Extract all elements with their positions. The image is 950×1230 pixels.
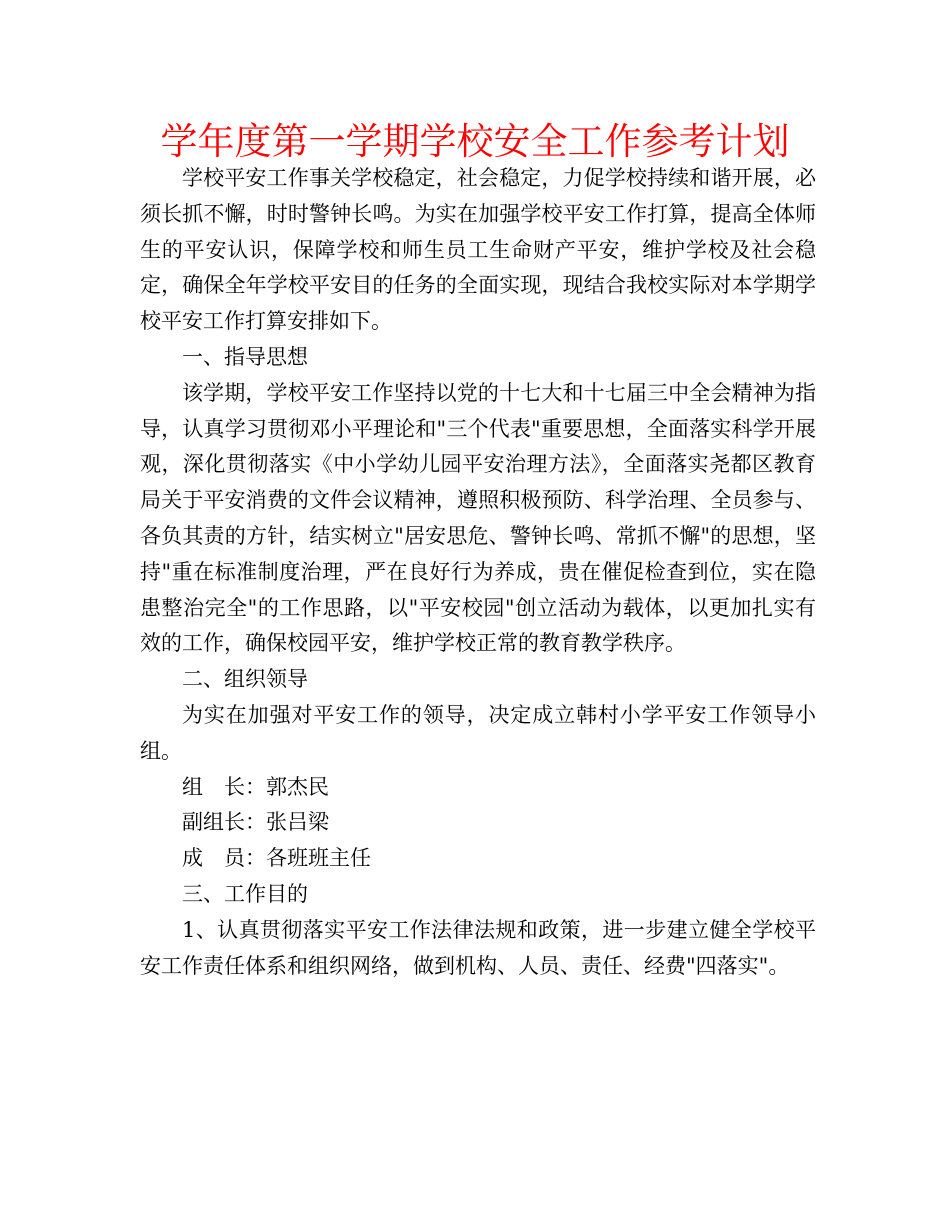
objective-item-1: 1、认真贯彻落实平安工作法律法规和政策，进一步建立健全学校平安工作责任体系和组织网络，做到机构、人员、责任、经费"四落实"。 (140, 917, 816, 978)
section-heading-objectives: 三、工作目的 (182, 881, 308, 906)
team-leader-line: 组 长：郭杰民 (182, 774, 329, 799)
document-body (140, 161, 816, 984)
deputy-leader-line: 副组长：张吕梁 (182, 810, 329, 835)
guiding-thought-paragraph: 该学期，学校平安工作坚持以党的十七大和十七届三中全会精神为指导，认真学习贯彻邓小平理论和"三个代表"重要思想，全面落实科学开展观，深化贯彻落实《中小学幼儿园平安治理方法》，全面落实尧都区教育局关于平安消费的文件会议精神，遵照积极预防、科学治理、全员参与、各负其责的方针，结实树立"居安思危、警钟长鸣、常抓不懈"的思想，坚持"重在标准制度治理，严在良好行为养成，贵在催促检查到位，实在隐患整治完全"的工作思路，以"平安校园"创立活动为载体，以更加扎实有效的工作，确保校园平安，维护学校正常的教育教学秩序。 (140, 380, 816, 656)
section-heading-organization: 二、组织领导 (182, 667, 308, 692)
intro-paragraph: 学校平安工作事关学校稳定，社会稳定，力促学校持续和谐开展，必须长抓不懈，时时警钟长鸣。为实在加强学校平安工作打算，提高全体师生的平安认识，保障学校和师生员工生命财产平安，维护学校及社会稳定，确保全年学校平安目的任务的全面实现，现结合我校实际对本学期学校平安工作打算安排如下。 (140, 166, 816, 334)
members-line: 成 员：各班班主任 (182, 846, 371, 871)
section-heading-guiding-thought: 一、指导思想 (182, 344, 308, 369)
document-title: 学年度第一学期学校安全工作参考计划 (160, 120, 790, 163)
organization-paragraph: 为实在加强对平安工作的领导，决定成立韩村小学平安工作领导小组。 (140, 702, 816, 763)
